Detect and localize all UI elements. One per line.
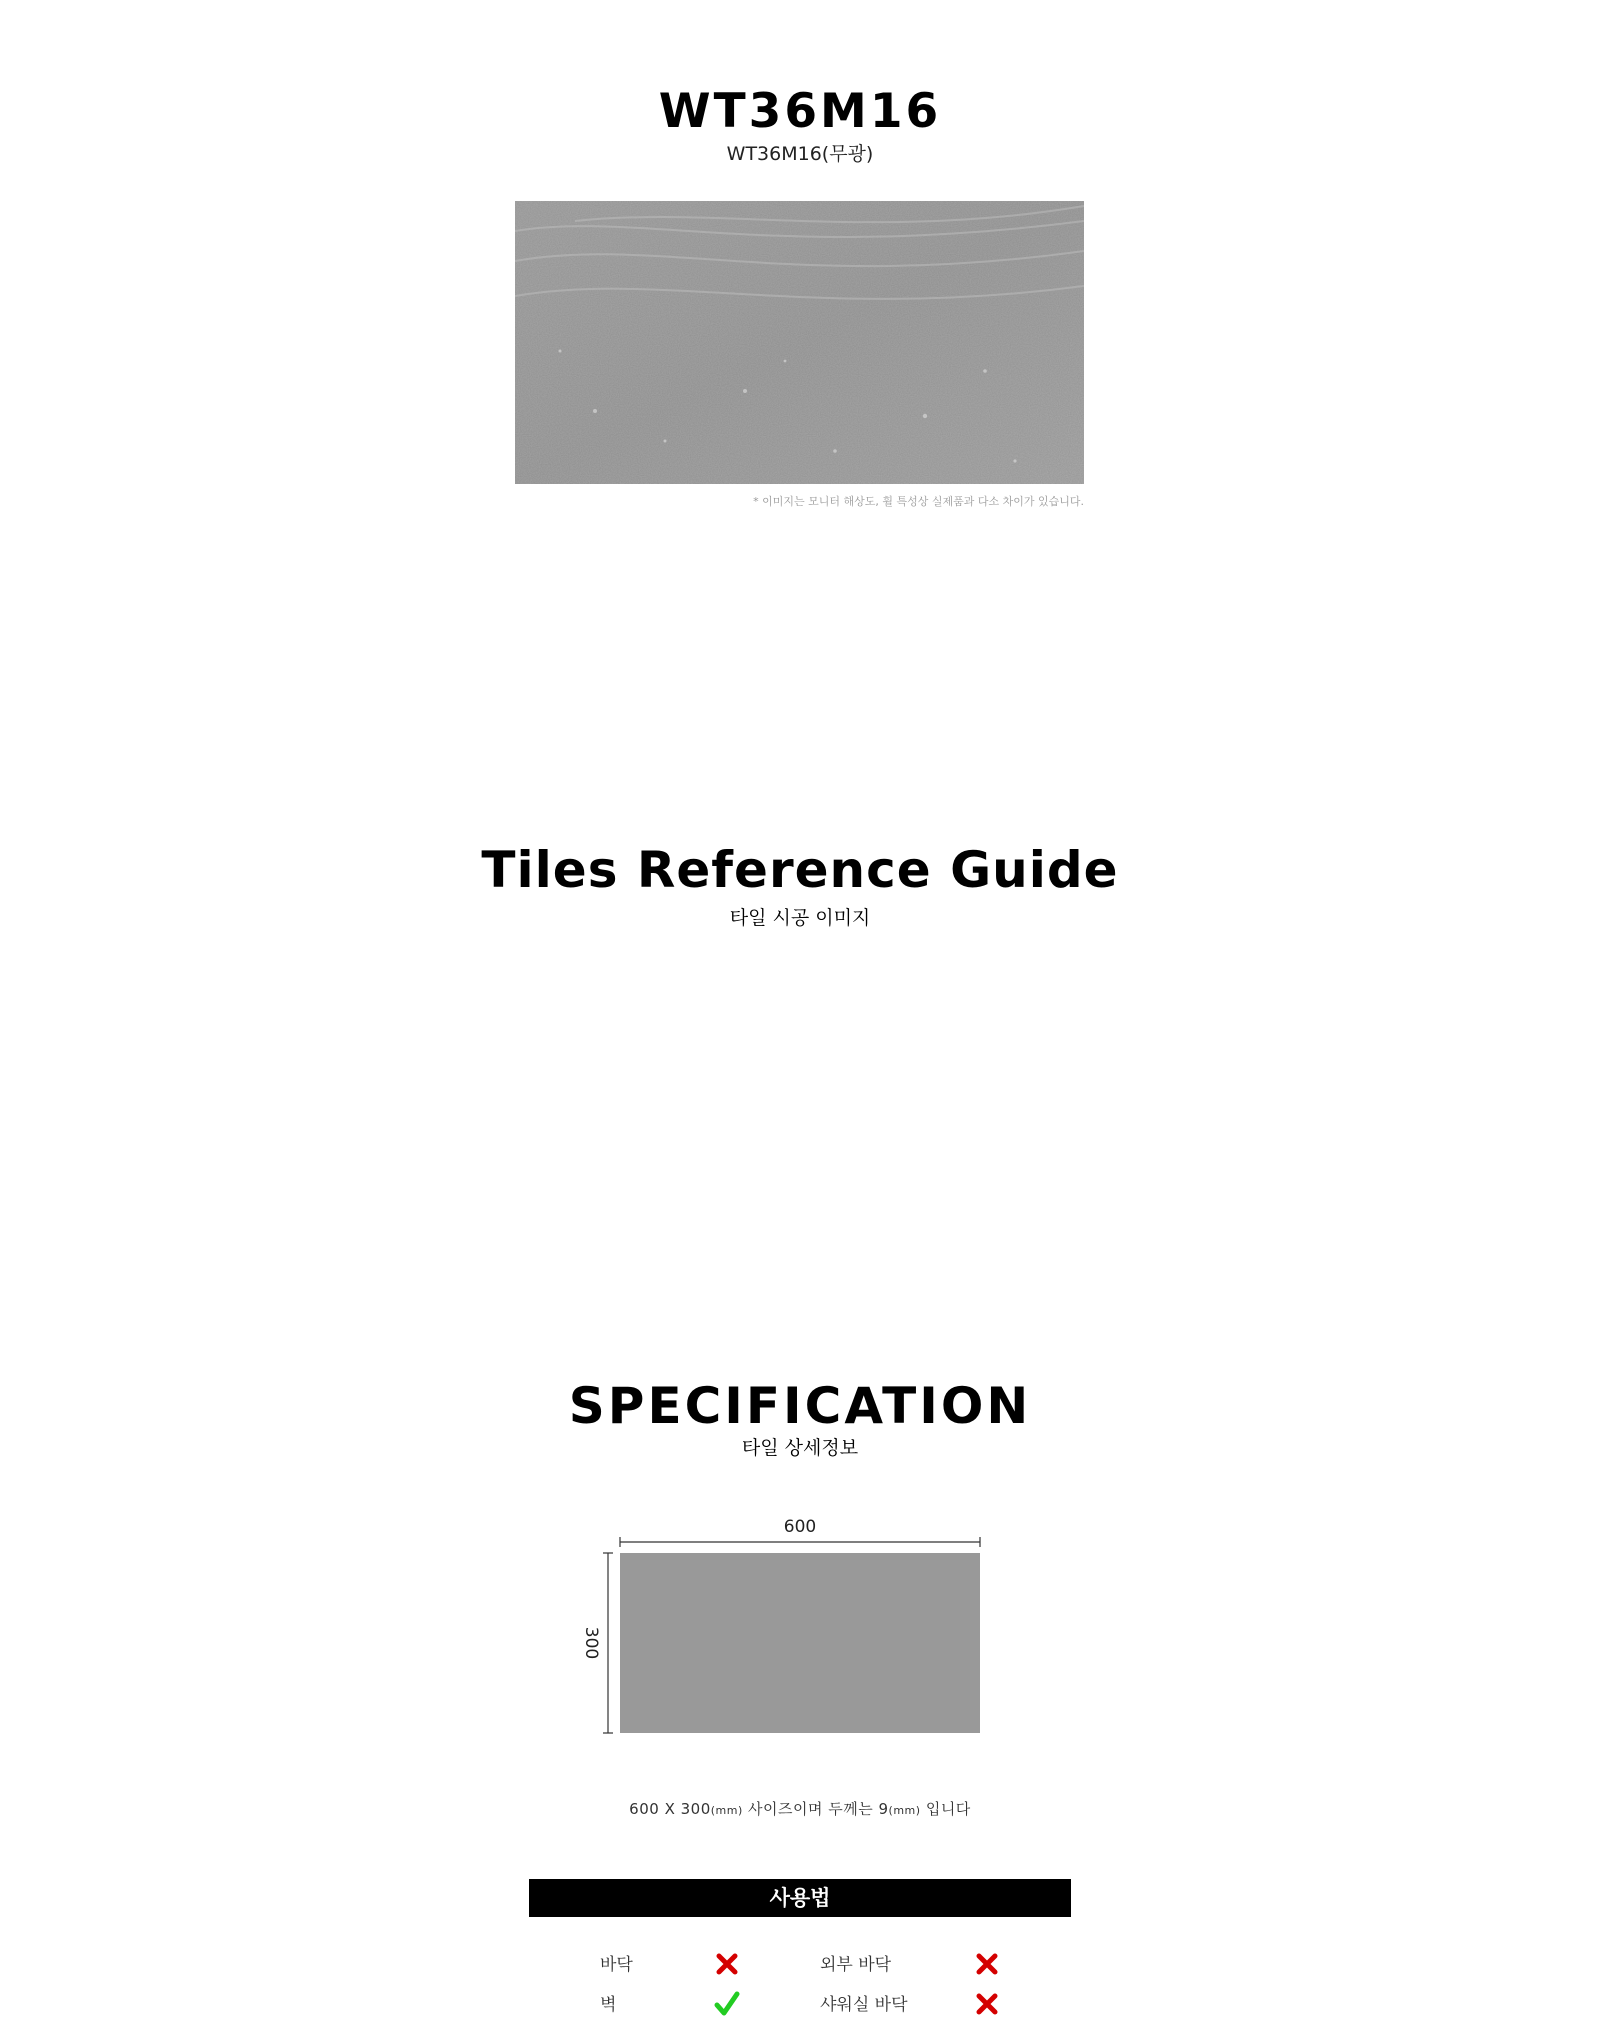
size-unit-2: (mm) [888, 1804, 921, 1817]
size-text-3: 입니다 [920, 1800, 971, 1818]
usage-label-wall: 벽 [600, 1995, 617, 2015]
usage-label-floor: 바닥 [600, 1955, 633, 1975]
image-disclaimer: * 이미지는 모니터 해상도, 휠 특성상 실제품과 다소 차이가 있습니다. [753, 495, 1084, 508]
reference-guide-title: Tiles Reference Guide [481, 841, 1119, 899]
check-icon [714, 1991, 740, 2017]
reference-guide-subtitle: 타일 시공 이미지 [729, 907, 871, 929]
size-text-1: 600 X 300 [629, 1800, 711, 1818]
usage-label-shower-floor: 샤워실 바닥 [820, 1995, 908, 2015]
cross-icon [974, 1991, 1000, 2017]
usage-header: 사용법 [529, 1879, 1071, 1917]
width-label: 600 [783, 1517, 817, 1537]
usage-label-outdoor-floor: 외부 바닥 [820, 1955, 892, 1975]
cross-icon [714, 1951, 740, 1977]
specification-title: SPECIFICATION [568, 1377, 1032, 1435]
size-text-2: 사이즈이며 두께는 9 [742, 1800, 889, 1818]
cross-icon [974, 1951, 1000, 1977]
product-title: WT36M16 [658, 84, 942, 139]
tile-dimension-diagram [560, 1500, 1040, 1750]
specification-subtitle: 타일 상세정보 [741, 1437, 859, 1459]
tile-shape [620, 1553, 980, 1733]
height-label: 300 [581, 1626, 601, 1660]
tile-photo [515, 201, 1084, 484]
size-unit-1: (mm) [710, 1804, 743, 1817]
size-description [0, 1798, 1600, 1822]
product-subtitle: WT36M16(무광) [726, 143, 874, 165]
